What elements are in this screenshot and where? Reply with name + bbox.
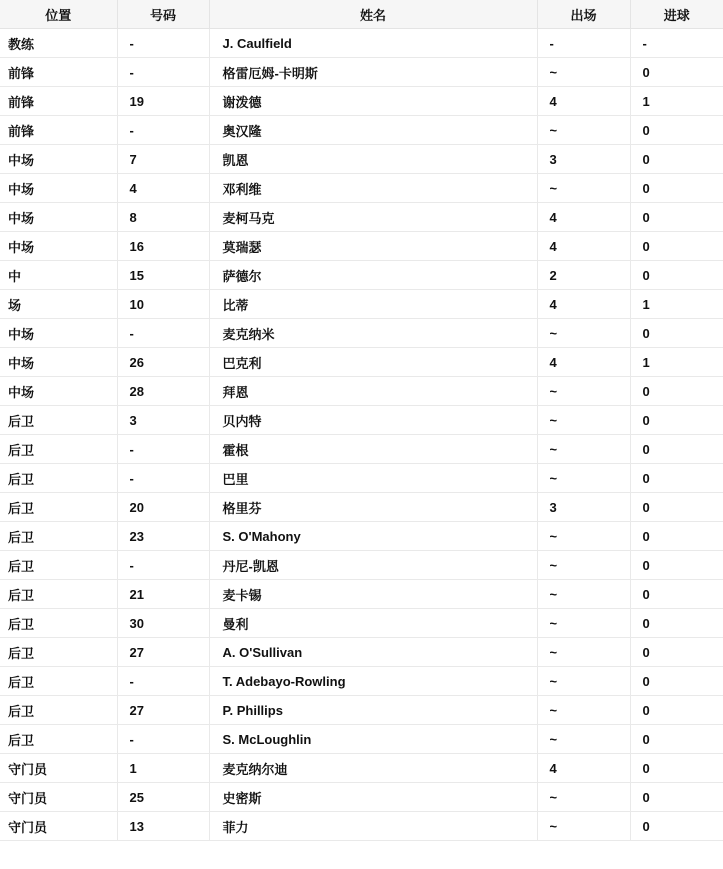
cell-goals: 0: [630, 696, 723, 725]
cell-goals: 0: [630, 754, 723, 783]
cell-number: 1: [117, 754, 209, 783]
cell-position: 中场: [0, 203, 117, 232]
cell-name: 史密斯: [209, 783, 537, 812]
cell-number: -: [117, 29, 209, 58]
cell-name: P. Phillips: [209, 696, 537, 725]
table-row: [0, 812, 723, 841]
cell-position: 守门员: [0, 754, 117, 783]
cell-goals: 0: [630, 580, 723, 609]
table-row: [0, 580, 723, 609]
cell-appearances: 4: [537, 348, 630, 377]
cell-name: A. O'Sullivan: [209, 638, 537, 667]
cell-number: -: [117, 667, 209, 696]
cell-goals: 0: [630, 377, 723, 406]
cell-position: 中场: [0, 348, 117, 377]
cell-position: 中场: [0, 377, 117, 406]
cell-position: 中场: [0, 232, 117, 261]
cell-position: 后卫: [0, 725, 117, 754]
table-row: [0, 493, 723, 522]
table-row: [0, 638, 723, 667]
table-row: [0, 145, 723, 174]
cell-appearances: ~: [537, 377, 630, 406]
cell-name: S. McLoughlin: [209, 725, 537, 754]
cell-goals: 0: [630, 522, 723, 551]
cell-name: 莫瑞瑟: [209, 232, 537, 261]
cell-goals: 0: [630, 667, 723, 696]
cell-number: -: [117, 464, 209, 493]
cell-name: 格里芬: [209, 493, 537, 522]
cell-name: 麦克纳米: [209, 319, 537, 348]
cell-goals: 0: [630, 638, 723, 667]
cell-appearances: ~: [537, 406, 630, 435]
table-row: [0, 522, 723, 551]
cell-position: 后卫: [0, 609, 117, 638]
cell-position: 后卫: [0, 667, 117, 696]
cell-position: 前锋: [0, 116, 117, 145]
cell-appearances: ~: [537, 725, 630, 754]
cell-appearances: ~: [537, 783, 630, 812]
cell-number: 20: [117, 493, 209, 522]
cell-name: 萨德尔: [209, 261, 537, 290]
table-row: [0, 58, 723, 87]
cell-position: 后卫: [0, 435, 117, 464]
cell-goals: 0: [630, 725, 723, 754]
cell-appearances: ~: [537, 551, 630, 580]
cell-number: 21: [117, 580, 209, 609]
table-row: [0, 696, 723, 725]
cell-position: 后卫: [0, 638, 117, 667]
cell-name: 麦柯马克: [209, 203, 537, 232]
cell-goals: 0: [630, 261, 723, 290]
table-row: [0, 725, 723, 754]
cell-goals: 0: [630, 58, 723, 87]
cell-name: 麦卡锡: [209, 580, 537, 609]
table-row: [0, 261, 723, 290]
cell-appearances: ~: [537, 58, 630, 87]
cell-goals: 0: [630, 232, 723, 261]
cell-number: -: [117, 435, 209, 464]
table-row: [0, 609, 723, 638]
cell-appearances: ~: [537, 435, 630, 464]
cell-position: 前锋: [0, 58, 117, 87]
cell-appearances: 2: [537, 261, 630, 290]
cell-name: 霍根: [209, 435, 537, 464]
cell-position: 教练: [0, 29, 117, 58]
cell-name: J. Caulfield: [209, 29, 537, 58]
cell-name: 凯恩: [209, 145, 537, 174]
cell-name: S. O'Mahony: [209, 522, 537, 551]
cell-name: 丹尼-凯恩: [209, 551, 537, 580]
cell-name: 麦克纳尔迪: [209, 754, 537, 783]
cell-appearances: ~: [537, 638, 630, 667]
cell-appearances: ~: [537, 667, 630, 696]
column-header-position: 位置: [0, 0, 117, 29]
cell-position: 后卫: [0, 406, 117, 435]
cell-name: 邓利维: [209, 174, 537, 203]
cell-number: -: [117, 116, 209, 145]
table-row: [0, 464, 723, 493]
table-row: [0, 348, 723, 377]
cell-goals: 1: [630, 290, 723, 319]
table-row: [0, 87, 723, 116]
cell-appearances: ~: [537, 580, 630, 609]
cell-name: 曼利: [209, 609, 537, 638]
cell-appearances: ~: [537, 696, 630, 725]
cell-goals: 0: [630, 551, 723, 580]
cell-number: 27: [117, 638, 209, 667]
cell-position: 后卫: [0, 522, 117, 551]
cell-number: 30: [117, 609, 209, 638]
cell-appearances: 4: [537, 754, 630, 783]
cell-number: 10: [117, 290, 209, 319]
cell-name: 奥汉隆: [209, 116, 537, 145]
cell-name: 拜恩: [209, 377, 537, 406]
table-row: [0, 377, 723, 406]
cell-position: 前锋: [0, 87, 117, 116]
cell-number: -: [117, 319, 209, 348]
table-row: [0, 783, 723, 812]
cell-position: 后卫: [0, 551, 117, 580]
cell-appearances: 3: [537, 493, 630, 522]
header-row: [0, 0, 723, 29]
cell-goals: 0: [630, 435, 723, 464]
cell-appearances: 4: [537, 232, 630, 261]
table-row: [0, 29, 723, 58]
cell-name: 格雷厄姆-卡明斯: [209, 58, 537, 87]
cell-goals: 0: [630, 319, 723, 348]
cell-appearances: ~: [537, 319, 630, 348]
cell-number: 7: [117, 145, 209, 174]
cell-name: 比蒂: [209, 290, 537, 319]
table-row: [0, 551, 723, 580]
column-header-name: 姓名: [209, 0, 537, 29]
cell-position: 中场: [0, 145, 117, 174]
cell-goals: 0: [630, 609, 723, 638]
cell-name: 谢泼德: [209, 87, 537, 116]
cell-name: 巴克利: [209, 348, 537, 377]
cell-appearances: ~: [537, 116, 630, 145]
cell-position: 后卫: [0, 464, 117, 493]
table-row: [0, 667, 723, 696]
cell-goals: 0: [630, 203, 723, 232]
cell-goals: 0: [630, 464, 723, 493]
column-header-number: 号码: [117, 0, 209, 29]
cell-goals: 0: [630, 406, 723, 435]
cell-appearances: 3: [537, 145, 630, 174]
cell-position: 后卫: [0, 493, 117, 522]
column-header-goals: 进球: [630, 0, 723, 29]
cell-number: 3: [117, 406, 209, 435]
table-row: [0, 406, 723, 435]
table-row: [0, 290, 723, 319]
cell-goals: 0: [630, 812, 723, 841]
cell-number: 16: [117, 232, 209, 261]
cell-goals: -: [630, 29, 723, 58]
cell-number: -: [117, 551, 209, 580]
cell-number: -: [117, 58, 209, 87]
cell-position: 后卫: [0, 580, 117, 609]
cell-appearances: -: [537, 29, 630, 58]
cell-name: 贝内特: [209, 406, 537, 435]
cell-name: T. Adebayo-Rowling: [209, 667, 537, 696]
table-row: [0, 435, 723, 464]
table-row: [0, 232, 723, 261]
cell-number: 23: [117, 522, 209, 551]
cell-number: 8: [117, 203, 209, 232]
cell-number: 15: [117, 261, 209, 290]
cell-name: 巴里: [209, 464, 537, 493]
cell-position: 守门员: [0, 783, 117, 812]
cell-position: 场: [0, 290, 117, 319]
cell-number: 4: [117, 174, 209, 203]
cell-number: 19: [117, 87, 209, 116]
column-header-appearances: 出场: [537, 0, 630, 29]
cell-number: -: [117, 725, 209, 754]
cell-goals: 0: [630, 145, 723, 174]
cell-number: 25: [117, 783, 209, 812]
cell-name: 菲力: [209, 812, 537, 841]
cell-goals: 0: [630, 493, 723, 522]
table-row: [0, 116, 723, 145]
cell-appearances: ~: [537, 174, 630, 203]
cell-goals: 0: [630, 174, 723, 203]
cell-appearances: ~: [537, 464, 630, 493]
cell-appearances: 4: [537, 87, 630, 116]
cell-position: 中: [0, 261, 117, 290]
cell-appearances: ~: [537, 522, 630, 551]
cell-appearances: ~: [537, 812, 630, 841]
cell-position: 中场: [0, 174, 117, 203]
cell-goals: 0: [630, 116, 723, 145]
table-row: [0, 319, 723, 348]
cell-number: 27: [117, 696, 209, 725]
cell-goals: 0: [630, 783, 723, 812]
cell-goals: 1: [630, 87, 723, 116]
cell-appearances: ~: [537, 609, 630, 638]
cell-appearances: 4: [537, 203, 630, 232]
cell-number: 13: [117, 812, 209, 841]
cell-position: 守门员: [0, 812, 117, 841]
cell-number: 28: [117, 377, 209, 406]
table-row: [0, 754, 723, 783]
cell-appearances: 4: [537, 290, 630, 319]
table-row: [0, 203, 723, 232]
cell-position: 中场: [0, 319, 117, 348]
table-row: [0, 174, 723, 203]
cell-position: 后卫: [0, 696, 117, 725]
cell-goals: 1: [630, 348, 723, 377]
cell-number: 26: [117, 348, 209, 377]
